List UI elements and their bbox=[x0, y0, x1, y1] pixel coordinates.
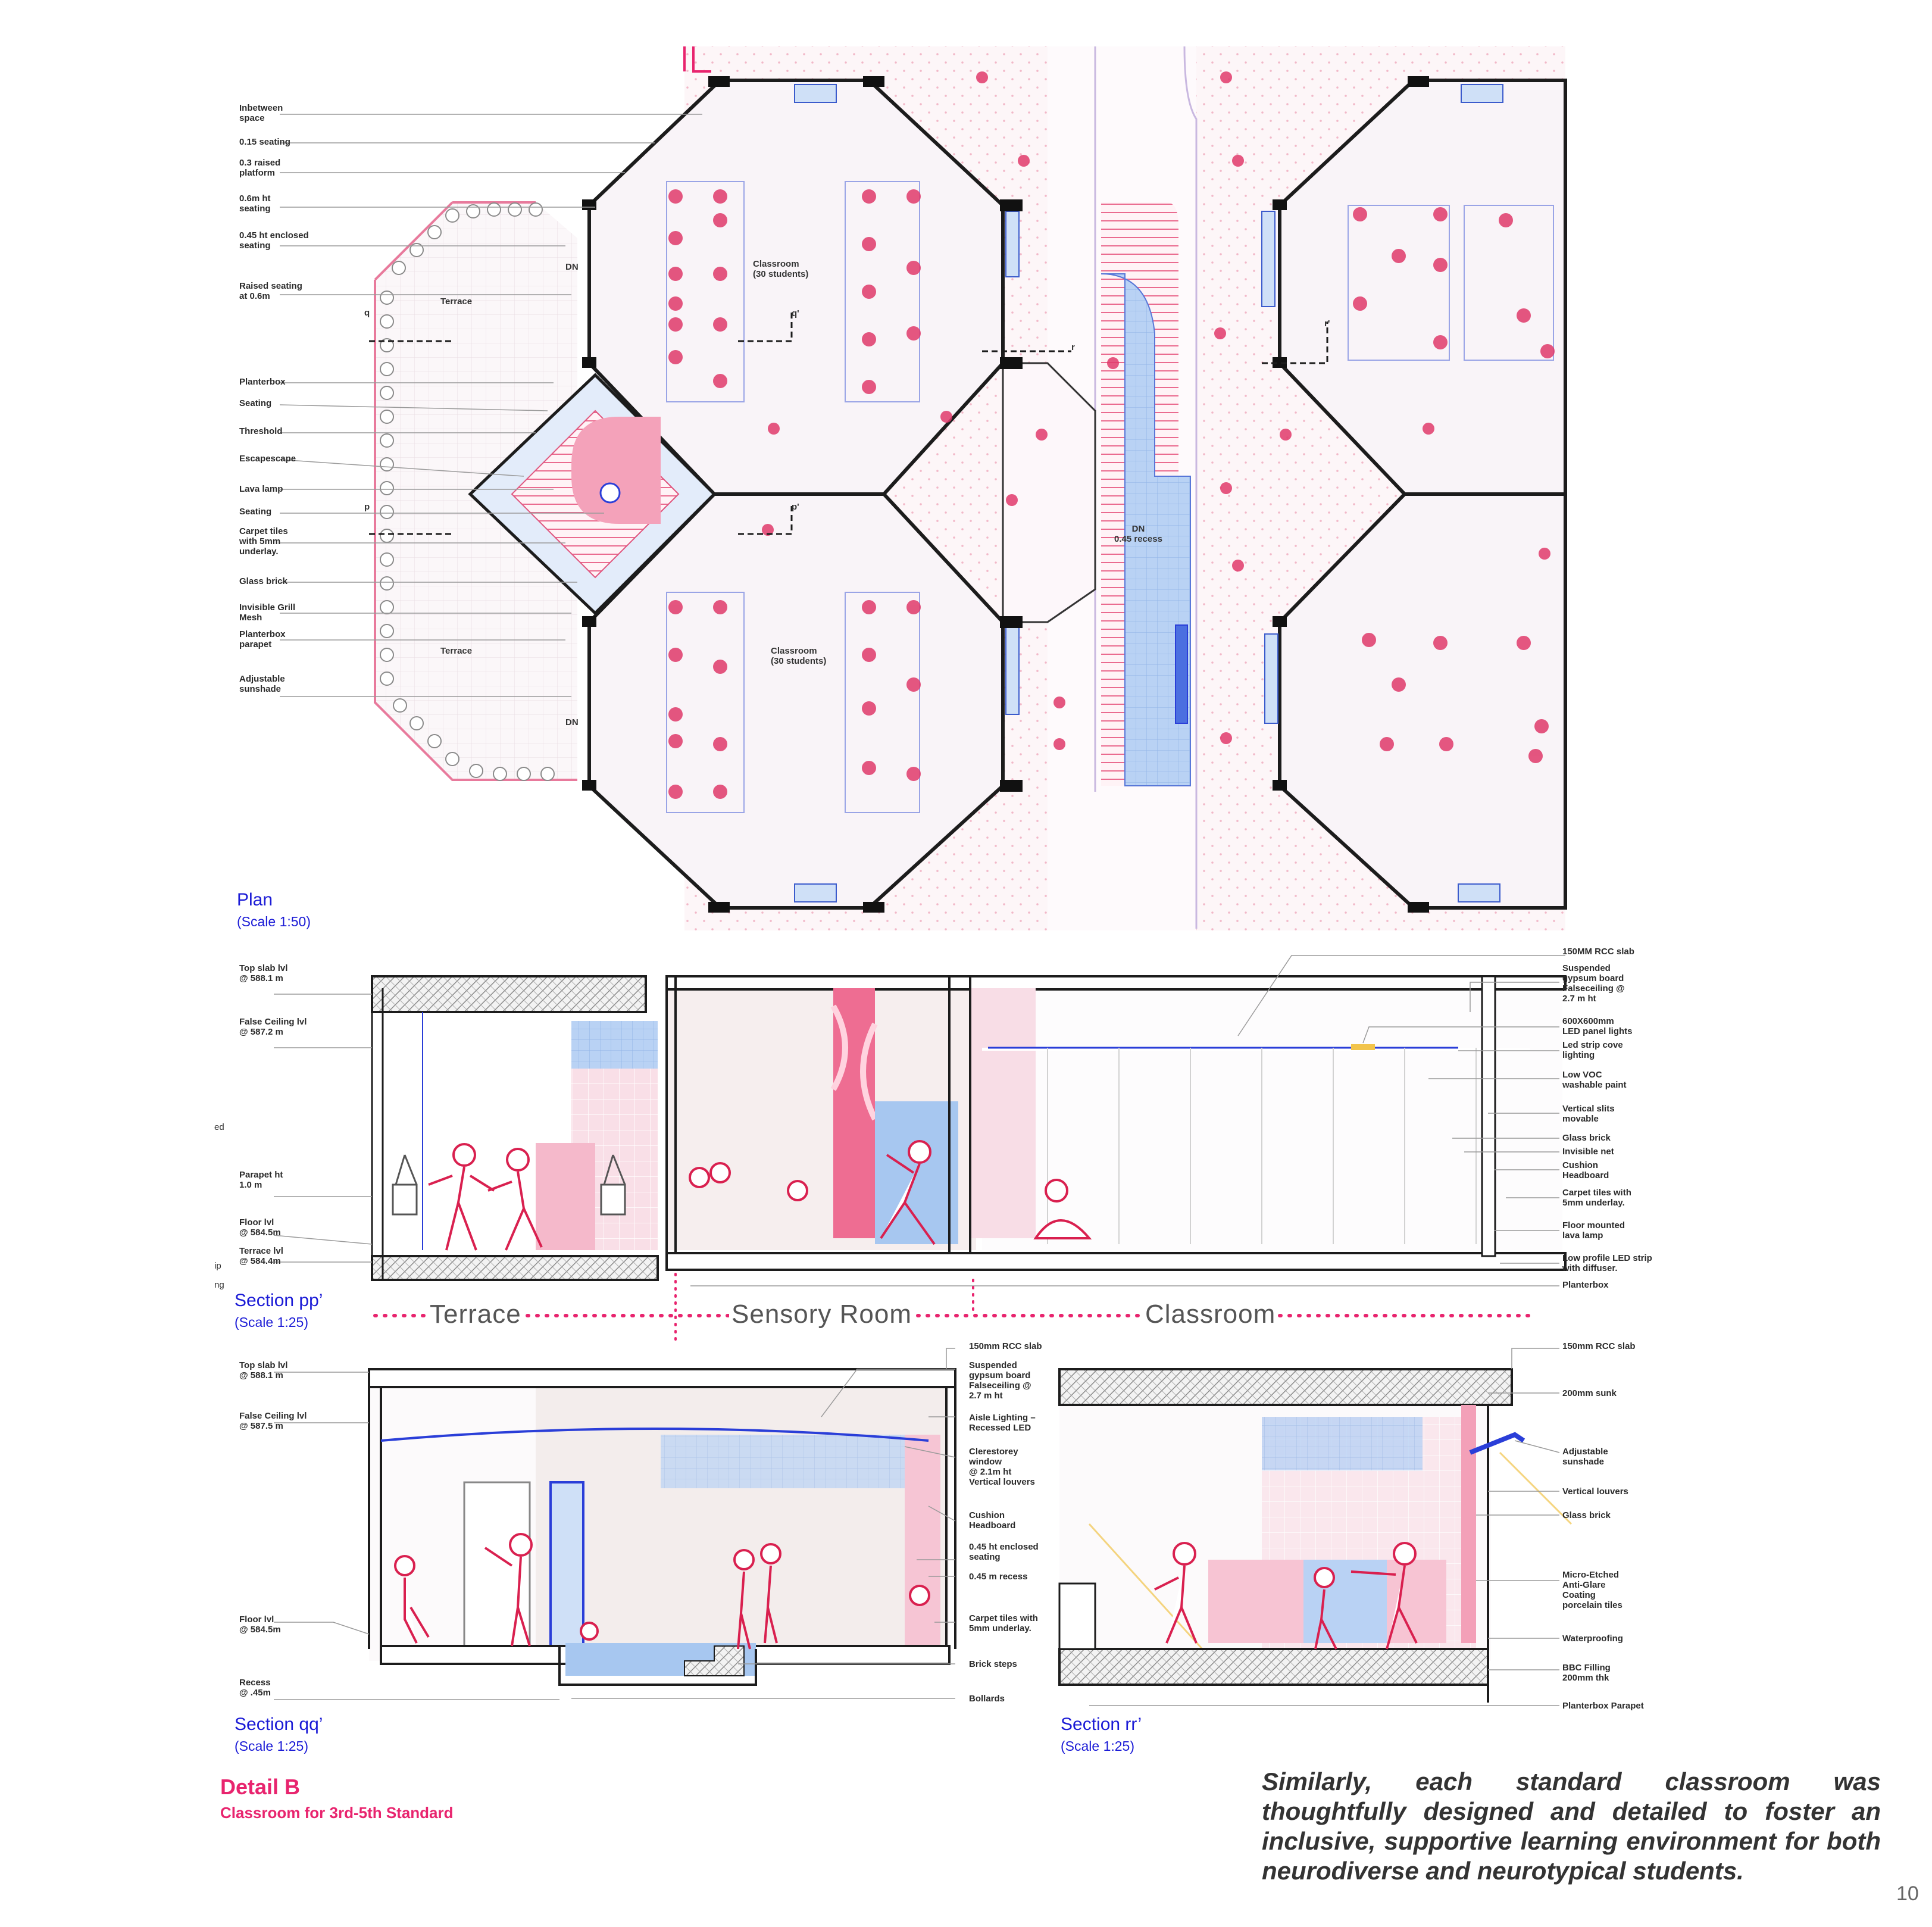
material-callout: Adjustable sunshade bbox=[1562, 1447, 1608, 1467]
cropped-text-fragment: ip bbox=[214, 1261, 221, 1271]
zone-label-classroom: Classroom bbox=[1143, 1300, 1278, 1329]
recess-label: DN 0.45 recess bbox=[1114, 524, 1162, 544]
plan-drawing bbox=[369, 46, 1565, 930]
level-callout: Floor lvl @ 584.5m bbox=[239, 1217, 281, 1238]
plan-callout: Invisible Grill Mesh bbox=[239, 602, 296, 623]
description-paragraph: Similarly, each standard classroom was thoughtfully designed and detailed to foster an inclusive, supportive learning environment for both neurodiverse and neurotypical students. bbox=[1262, 1767, 1881, 1885]
level-callout: Recess @ .45m bbox=[239, 1678, 271, 1698]
detail-subtitle: Classroom for 3rd-5th Standard bbox=[220, 1804, 454, 1822]
material-callout: Invisible net bbox=[1562, 1147, 1614, 1157]
section-mark-q: q bbox=[364, 308, 370, 318]
material-callout: Suspended gypsum board Falseceiling @ 2.7 m ht bbox=[969, 1360, 1031, 1401]
section-qq-title: Section qq’ bbox=[235, 1714, 323, 1734]
plan-callout: Raised seating at 0.6m bbox=[239, 281, 302, 301]
material-callout: 0.45 m recess bbox=[969, 1572, 1028, 1582]
material-callout: Cushion Headboard bbox=[1562, 1160, 1609, 1180]
plan-callout: Planterbox bbox=[239, 377, 286, 387]
material-callout: 600X600mm LED panel lights bbox=[1562, 1016, 1633, 1036]
plan-callout: Seating bbox=[239, 398, 272, 408]
level-callout: Top slab lvl @ 588.1 m bbox=[239, 1360, 288, 1381]
plan-callout: 0.6m ht seating bbox=[239, 193, 271, 214]
terrace-label: Terrace bbox=[440, 646, 473, 656]
material-callout: 200mm sunk bbox=[1562, 1388, 1617, 1398]
section-mark-r: r bbox=[1071, 342, 1075, 352]
material-callout: BBC Filling 200mm thk bbox=[1562, 1663, 1611, 1683]
cropped-text-fragment: ng bbox=[214, 1280, 224, 1290]
section-pp-drawing bbox=[372, 976, 1565, 1280]
material-callout: Carpet tiles with 5mm underlay. bbox=[1562, 1188, 1631, 1208]
plan-callout: Carpet tiles with 5mm underlay. bbox=[239, 526, 288, 557]
section-qq-scale: (Scale 1:25) bbox=[235, 1738, 309, 1754]
section-qq-drawing bbox=[369, 1369, 955, 1685]
plan-callout: Adjustable sunshade bbox=[239, 674, 285, 694]
zone-dotted-line bbox=[375, 1274, 1536, 1339]
material-callout: Micro-Etched Anti-Glare Coating porcelain tiles bbox=[1562, 1570, 1622, 1610]
zone-label-sensory-room: Sensory Room bbox=[729, 1300, 914, 1329]
material-callout: Vertical louvers bbox=[1562, 1486, 1628, 1497]
section-rr-scale: (Scale 1:25) bbox=[1061, 1738, 1135, 1754]
down-marker: DN bbox=[565, 717, 579, 727]
level-callout: False Ceiling lvl @ 587.2 m bbox=[239, 1017, 307, 1037]
level-callout: Floor lvl @ 584.5m bbox=[239, 1614, 281, 1635]
section-mark-p-prime: p' bbox=[792, 502, 799, 512]
detail-title: Detail B bbox=[220, 1775, 301, 1799]
plan-callout: 0.15 seating bbox=[239, 137, 290, 147]
material-callout: 150mm RCC slab bbox=[1562, 1341, 1636, 1351]
material-callout: 150MM RCC slab bbox=[1562, 947, 1634, 957]
section-mark-q-prime: q' bbox=[792, 308, 799, 318]
plan-callout: Threshold bbox=[239, 426, 283, 436]
plan-callout: 0.3 raised platform bbox=[239, 158, 281, 178]
section-mark-r-prime: r' bbox=[1324, 318, 1330, 329]
plan-callout: Planterbox parapet bbox=[239, 629, 286, 649]
plan-callout: Inbetween space bbox=[239, 103, 283, 123]
material-callout: Floor mounted lava lamp bbox=[1562, 1220, 1625, 1241]
material-callout: Brick steps bbox=[969, 1659, 1017, 1669]
level-callout: False Ceiling lvl @ 587.5 m bbox=[239, 1411, 307, 1431]
level-callout: Top slab lvl @ 588.1 m bbox=[239, 963, 288, 983]
material-callout: Suspended gypsum board Falseceiling @ 2.7 m ht bbox=[1562, 963, 1625, 1004]
plan-callout: Lava lamp bbox=[239, 484, 283, 494]
plan-title: Plan bbox=[237, 890, 273, 910]
material-callout: Vertical slits movable bbox=[1562, 1104, 1615, 1124]
material-callout: Cushion Headboard bbox=[969, 1510, 1016, 1531]
section-rr-title: Section rr’ bbox=[1061, 1714, 1142, 1734]
zone-label-terrace: Terrace bbox=[427, 1300, 524, 1329]
material-callout: Led strip cove lighting bbox=[1562, 1040, 1623, 1060]
cropped-text-fragment: ed bbox=[214, 1122, 224, 1132]
material-callout: Low VOC washable paint bbox=[1562, 1070, 1627, 1090]
terrace-label: Terrace bbox=[440, 296, 473, 307]
material-callout: Planterbox Parapet bbox=[1562, 1701, 1644, 1711]
plan-scale: (Scale 1:50) bbox=[237, 914, 311, 929]
section-rr-drawing bbox=[1059, 1369, 1571, 1703]
section-mark-p: p bbox=[364, 502, 370, 512]
level-callout: Parapet ht 1.0 m bbox=[239, 1170, 283, 1190]
plan-callout: Glass brick bbox=[239, 576, 287, 586]
page-number: 10 bbox=[1896, 1882, 1919, 1905]
material-callout: Glass brick bbox=[1562, 1133, 1611, 1143]
material-callout: Waterproofing bbox=[1562, 1634, 1623, 1644]
section-pp-scale: (Scale 1:25) bbox=[235, 1314, 309, 1330]
down-marker: DN bbox=[565, 262, 579, 272]
classroom-label: Classroom (30 students) bbox=[753, 259, 809, 279]
material-callout: Glass brick bbox=[1562, 1510, 1611, 1520]
material-callout: Carpet tiles with 5mm underlay. bbox=[969, 1613, 1038, 1634]
material-callout: Aisle Lighting – Recessed LED bbox=[969, 1413, 1036, 1433]
material-callout: Clerestorey window @ 2.1m ht Vertical louvers bbox=[969, 1447, 1035, 1487]
material-callout: Planterbox bbox=[1562, 1280, 1609, 1290]
material-callout: 150mm RCC slab bbox=[969, 1341, 1042, 1351]
classroom-label: Classroom (30 students) bbox=[771, 646, 827, 666]
plan-callout: 0.45 ht enclosed seating bbox=[239, 230, 309, 251]
material-callout: 0.45 ht enclosed seating bbox=[969, 1542, 1039, 1562]
material-callout: Bollards bbox=[969, 1694, 1005, 1704]
plan-callout: Escapescape bbox=[239, 454, 296, 464]
plan-callout: Seating bbox=[239, 507, 272, 517]
section-pp-title: Section pp’ bbox=[235, 1291, 323, 1310]
level-callout: Terrace lvl @ 584.4m bbox=[239, 1246, 283, 1266]
material-callout: Low profile LED strip with diffuser. bbox=[1562, 1253, 1652, 1273]
